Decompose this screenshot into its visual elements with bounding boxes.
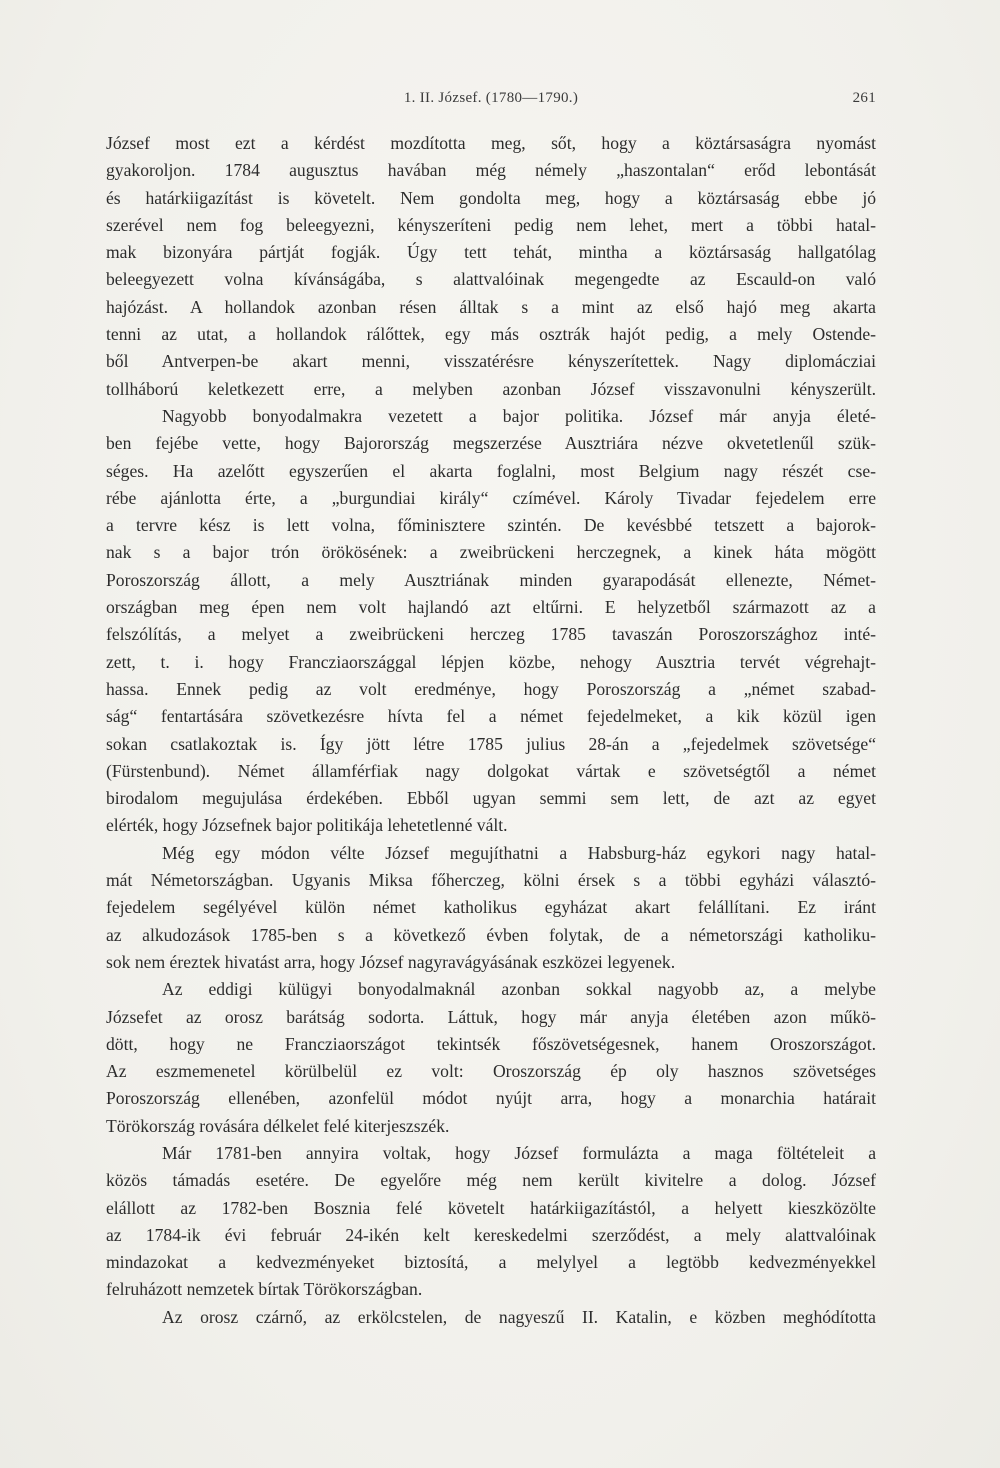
text-line: Józsefet az orosz barátság sodorta. Láttuk, hogy már anyja életében azon műkö- <box>106 1006 876 1027</box>
text-line: mát Németországban. Ugyanis Miksa főherczeg, kölni érsek s a többi egyházi választó- <box>106 870 876 891</box>
text-line: dött, hogy ne Francziaországot tekintsék főszövetségesnek, hanem Oroszországot. <box>106 1033 876 1054</box>
text-line: elállott az 1782-ben Bosznia felé követelt határkiigazítástól, a helyett kieszközölte <box>106 1197 876 1218</box>
text-line: szerével nem fog beleegyezni, kényszeríteni pedig nem lehet, mert a többi hatal- <box>106 214 876 235</box>
text-line: hassa. Ennek pedig az volt eredménye, hogy Poroszország a „német szabad- <box>106 678 876 699</box>
text-line: Poroszország állott, a mely Ausztriának minden gyarapodását ellenezte, Német- <box>106 569 876 590</box>
text-line: Az orosz czárnő, az erkölcstelen, de nagyeszű II. Katalin, e közben meghódította <box>162 1306 876 1327</box>
text-line: birodalom megujulása érdekében. Ebből ugyan semmi sem lett, de azt az egyet <box>106 788 876 809</box>
text-line: és határkiigazítást is követelt. Nem gondolta meg, hogy a köztársaság ebbe jó <box>106 187 876 208</box>
text-line: mindazokat a kedvezményeket biztosítá, a melylyel a legtöbb kedvezményekkel <box>106 1252 876 1273</box>
page-number: 261 <box>852 90 876 106</box>
text-line: beleegyezett volna kívánságába, s alattvalóinak megengedte az Escauld-on való <box>106 269 876 290</box>
text-line: az alkudozások 1785-ben s a következő évben folytak, de a németországi katholiku- <box>106 924 876 945</box>
running-head <box>106 90 876 114</box>
text-line: József most ezt a kérdést mozdította meg, sőt, hogy a köztársaságra nyomást <box>106 133 876 153</box>
text-line: (Fürstenbund). Német államférfiak nagy dolgokat vártak e szövetségtől a német <box>106 760 876 781</box>
body-text <box>106 130 876 1331</box>
text-line: Az eddigi külügyi bonyodalmaknál azonban sokkal nagyobb az, a melybe <box>162 979 876 1000</box>
text-line: fejedelem segélyével külön német katholikus egyházat akart felállítani. Ez iránt <box>106 897 876 918</box>
running-title: 1. II. József. (1780—1790.) <box>403 90 579 106</box>
text-line: az 1784-ik évi február 24-ikén kelt kereskedelmi szerződést, a mely alattvalóinak <box>106 1224 876 1245</box>
text-line: sokan csatlakoztak is. Így jött létre 1785 julius 28-án a „fejedelmek szövetsége“ <box>106 733 876 754</box>
text-line: közös támadás esetére. De egyelőre még nem került kivitelre a dolog. József <box>106 1170 876 1191</box>
text-line: a tervre kész is lett volna, főminisztere szintén. De kevésbbé tetszett a bajorok- <box>106 515 876 536</box>
text-line: Nagyobb bonyodalmakra vezetett a bajor politika. József már anyja életé- <box>162 405 876 426</box>
text-line: ből Antverpen-be akart menni, visszatérésre kényszerítettek. Nagy diplomácziai <box>106 351 876 372</box>
text-line: mak bizonyára pártját fogják. Úgy tett tehát, mintha a köztársaság hallgatólag <box>106 242 876 263</box>
text-line: tenni az utat, a hollandok rálőttek, egy más osztrák hajót pedig, a mely Ostende- <box>106 324 876 345</box>
text-line: Poroszország ellenében, azonfelül módot nyújt arra, hogy a monarchia határait <box>106 1088 876 1109</box>
text-line: sok nem éreztek hivatást arra, hogy József nagyravágyásának eszközei legyenek. <box>106 951 676 972</box>
text-line: Az eszmemenetel körülbelül ez volt: Oroszország ép oly hasznos szövetséges <box>106 1061 876 1082</box>
text-line: rébe ajánlotta érte, a „burgundiai király“ czímével. Károly Tivadar fejedelem erre <box>106 487 876 508</box>
text-line: ság“ fentartására szövetkezésre hívta fel a német fejedelmeket, a kik közül igen <box>106 706 876 727</box>
text-line: gyakoroljon. 1784 augusztus havában még némely „haszontalan“ erőd lebontását <box>106 160 876 181</box>
text-line: ben fejébe vette, hogy Bajorország megszerzése Ausztriára nézve okvetetlenűl szük- <box>106 433 876 454</box>
text-line: Még egy módon vélte József megujíthatni a Habsburg-ház egykori nagy hatal- <box>162 842 876 863</box>
text-line: séges. Ha azelőtt egyszerűen el akarta foglalni, most Belgium nagy részét cse- <box>106 460 876 481</box>
text-line: tollháború keletkezett erre, a melyben azonban József visszavonulni kényszerült. <box>106 378 876 399</box>
text-line: felszólítás, a melyet a zweibrückeni herczeg 1785 tavaszán Poroszországhoz inté- <box>106 624 876 645</box>
text-line: Már 1781-ben annyira voltak, hogy József formulázta a maga föltételeit a <box>162 1142 876 1163</box>
text-line: nak s a bajor trón örökösének: a zweibrückeni herczegnek, a kinek háta mögött <box>106 542 876 563</box>
text-line: hajózást. A hollandok azonban résen álltak s a mint az első hajó meg akarta <box>106 296 876 317</box>
text-line: zett, t. i. hogy Francziaországgal lépjen közbe, nehogy Ausztria tervét végrehajt- <box>106 651 876 672</box>
text-line: felruházott nemzetek bírtak Törökországban. <box>106 1279 423 1300</box>
text-line: országban meg épen nem volt hajlandó azt eltűrni. E helyzetből származott az a <box>106 597 876 618</box>
text-line: Törökország rovására délkelet felé kiterjeszszék. <box>106 1115 450 1136</box>
text-line: elérték, hogy Józsefnek bajor politikája lehetetlenné vált. <box>106 815 508 836</box>
